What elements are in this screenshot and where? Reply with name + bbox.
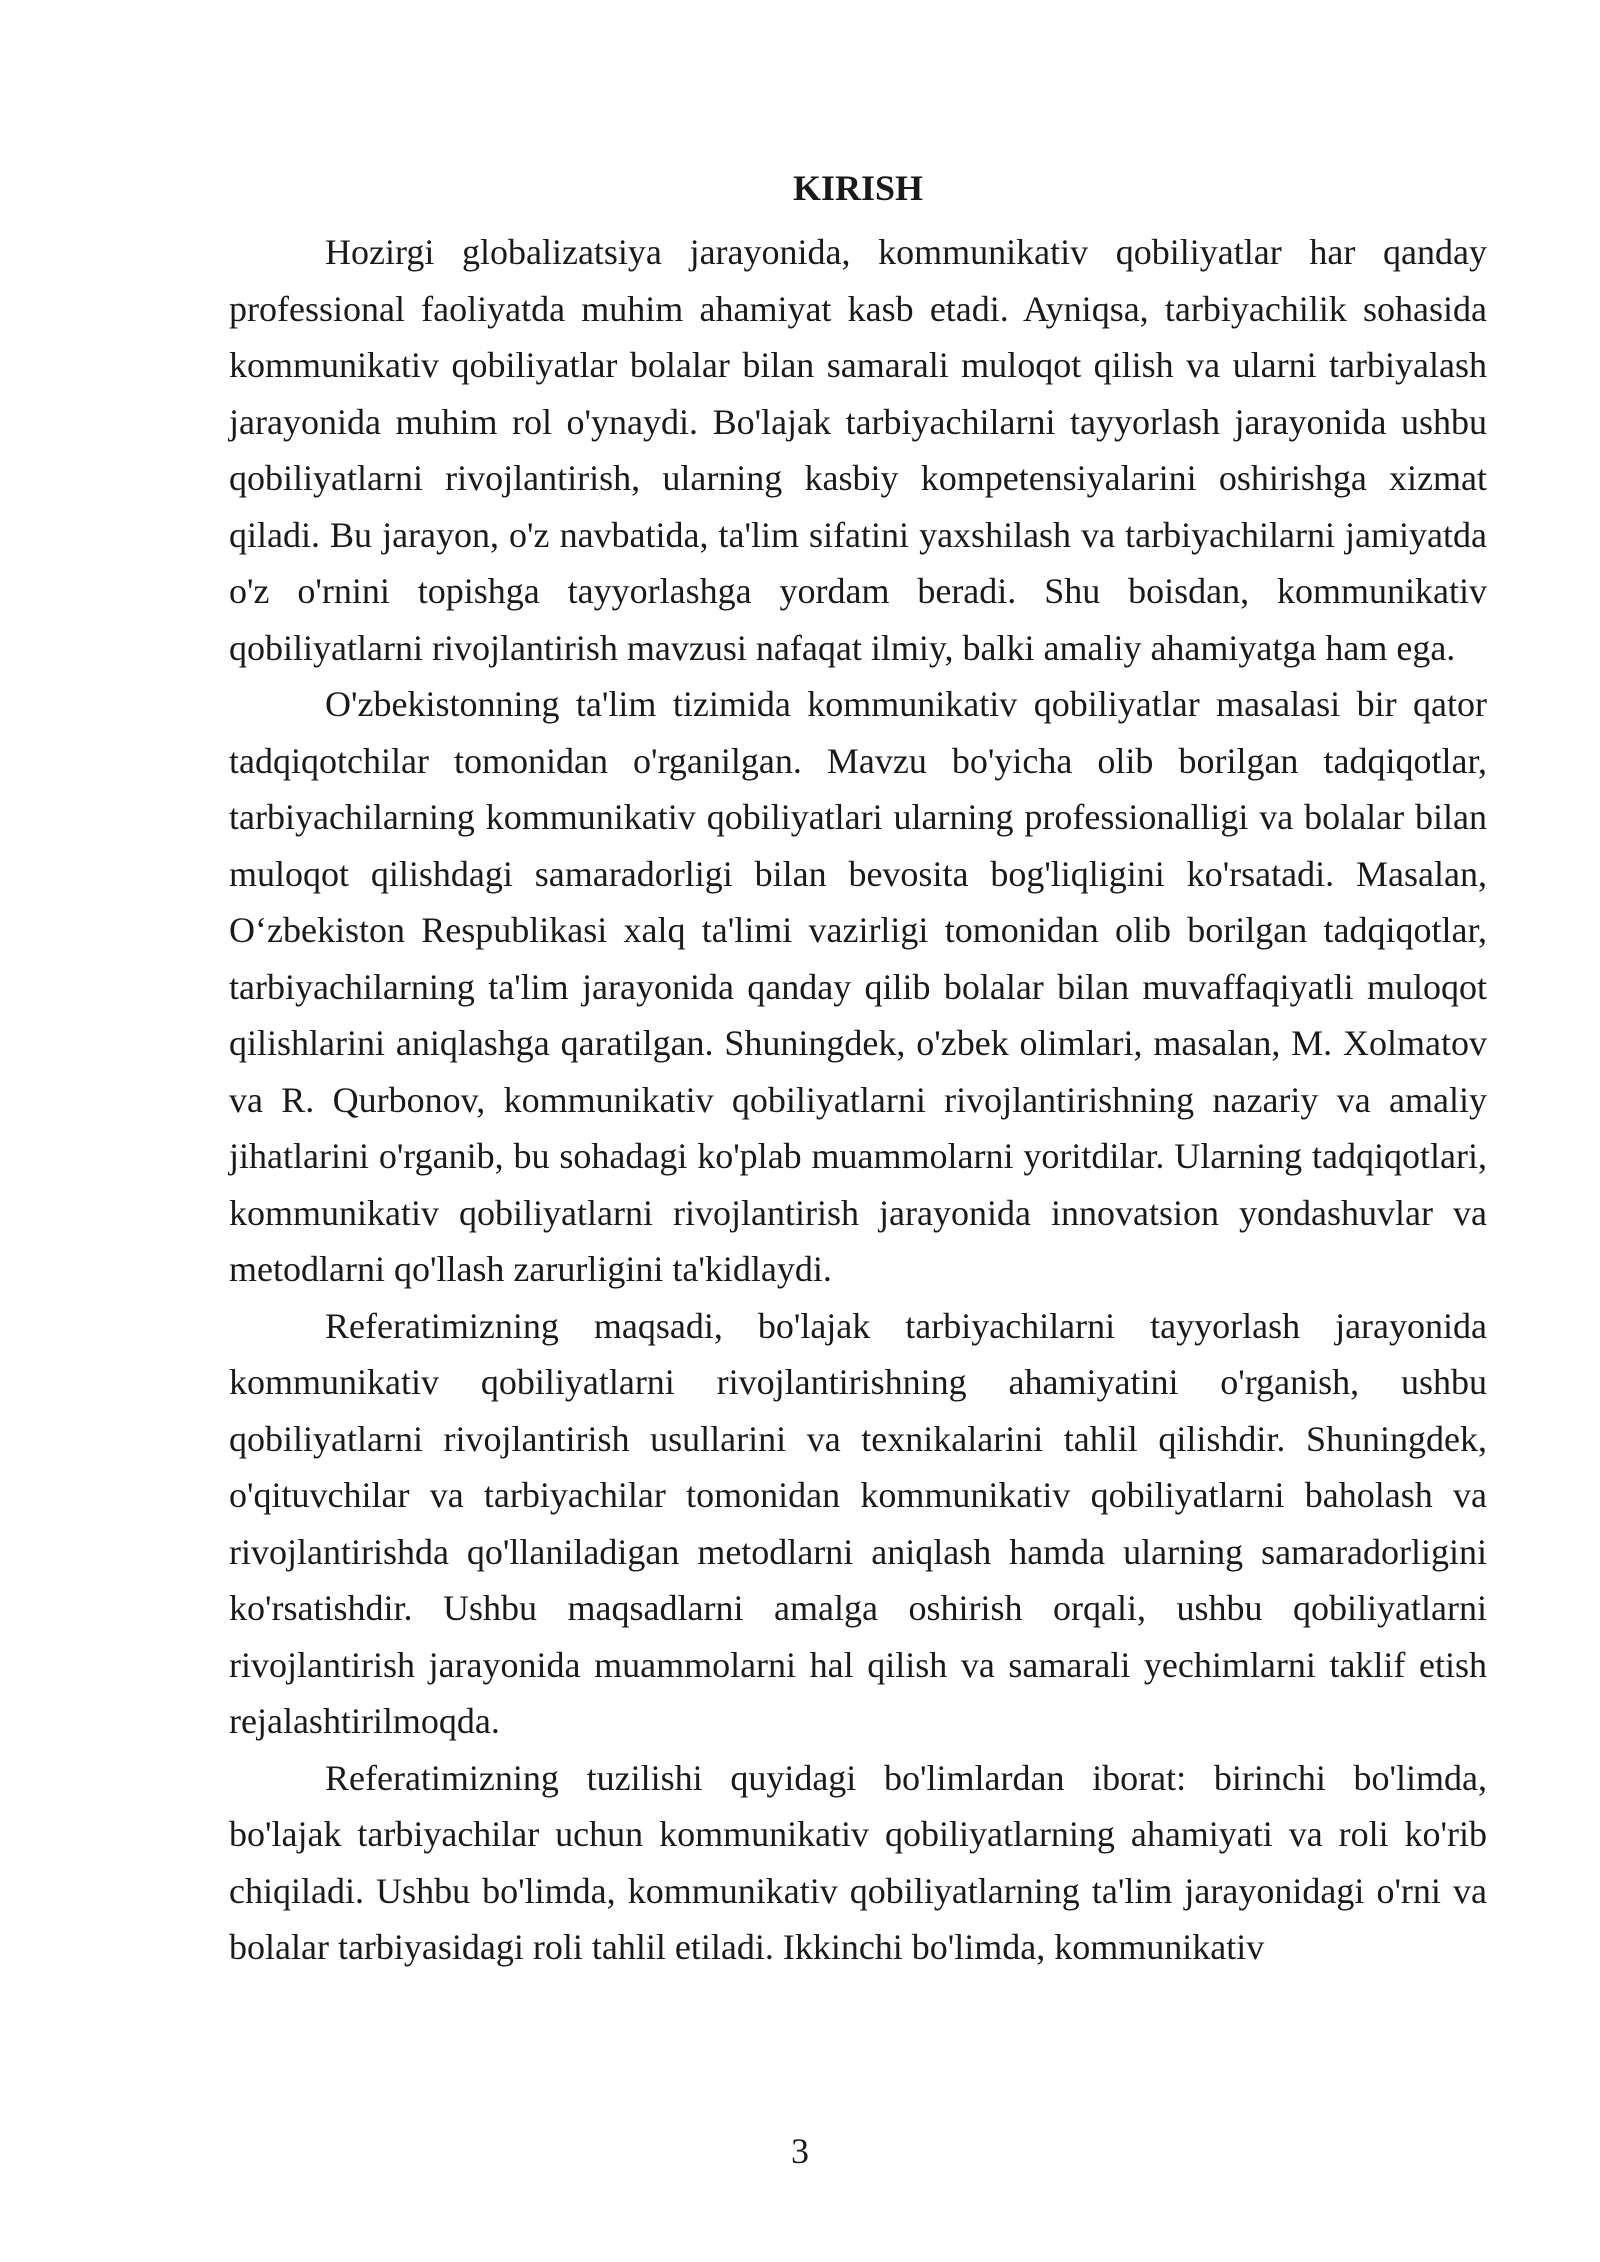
paragraph-4: Referatimizning tuzilishi quyidagi bo'limlardan iborat: birinchi bo'limda, bo'lajak tarbiyachilar uchun kommunikativ qobiliyatlarning ahamiyati va roli ko'rib chiqiladi. Ushbu bo'limda, kommunikativ qobiliyatlarning ta'lim jarayonidagi o'rni va bolalar tarbiyasidagi roli tahlil etiladi. Ikkinchi bo'limda, kommunikativ [229,1757,1487,1967]
page-title: KIRISH [792,168,924,208]
paragraph-1: Hozirgi globalizatsiya jarayonida, kommunikativ qobiliyatlar har qanday professional faoliyatda muhim ahamiyat kasb etadi. Ayniqsa, tarbiyachilik sohasida kommunikativ qobiliyatlar bolalar bilan samarali muloqot qilish va ularni tarbiyalash jarayonida muhim rol o'ynaydi. Bo'lajak tarbiyachilarni tayyorlash jarayonida ushbu qobiliyatlarni rivojlantirish, ularning kasbiy kompetensiyalarini oshirishga xizmat qiladi. Bu jarayon, o'z navbatida, ta'lim sifatini yaxshilash va tarbiyachilarni jamiyatda o'z o'rnini topishga tayyorlashga yordam beradi. Shu boisdan, kommunikativ qobiliyatlarni rivojlantirish mavzusi nafaqat ilmiy, balki amaliy ahamiyatga ham ega. [229,232,1487,668]
page-number: 3 [791,2131,809,2171]
paragraph-2: O'zbekistonning ta'lim tizimida kommunikativ qobiliyatlar masalasi bir qator tadqiqotchilar tomonidan o'rganilgan. Mavzu bo'yicha olib borilgan tadqiqotlar, tarbiyachilarning kommunikativ qobiliyatlari ularning professionalligi va bolalar bilan muloqot qilishdagi samaradorligi bilan bevosita bog'liqligini ko'rsatadi. Masalan, O‘zbekiston Respublikasi xalq ta'limi vazirligi tomonidan olib borilgan tadqiqotlar, tarbiyachilarning ta'lim jarayonida qanday qilib bolalar bilan muvaffaqiyatli muloqot qilishlarini aniqlashga qaratilgan. Shuningdek, o'zbek olimlari, masalan, M. Xolmatov va R. Qurbonov, kommunikativ qobiliyatlarni rivojlantirishning nazariy va amaliy jihatlarini o'rganib, bu sohadagi ko'plab muammolarni yoritdilar. Ularning tadqiqotlari, kommunikativ qobiliyatlarni rivojlantirish jarayonida innovatsion yondashuvlar va metodlarni qo'llash zarurligini ta'kidlaydi. [229,684,1487,1289]
page-body [229,160,1487,1976]
paragraph-3: Referatimizning maqsadi, bo'lajak tarbiyachilarni tayyorlash jarayonida kommunikativ qobiliyatlarni rivojlantirishning ahamiyatini o'rganish, ushbu qobiliyatlarni rivojlantirish usullarini va texnikalarini tahlil qilishdir. Shuningdek, o'qituvchilar va tarbiyachilar tomonidan kommunikativ qobiliyatlarni baholash va rivojlantirishda qo'llaniladigan metodlarni aniqlash hamda ularning samaradorligini ko'rsatishdir. Ushbu maqsadlarni amalga oshirish orqali, ushbu qobiliyatlarni rivojlantirish jarayonida muammolarni hal qilish va samarali yechimlarni taklif etish rejalashtirilmoqda. [229,1305,1487,1741]
